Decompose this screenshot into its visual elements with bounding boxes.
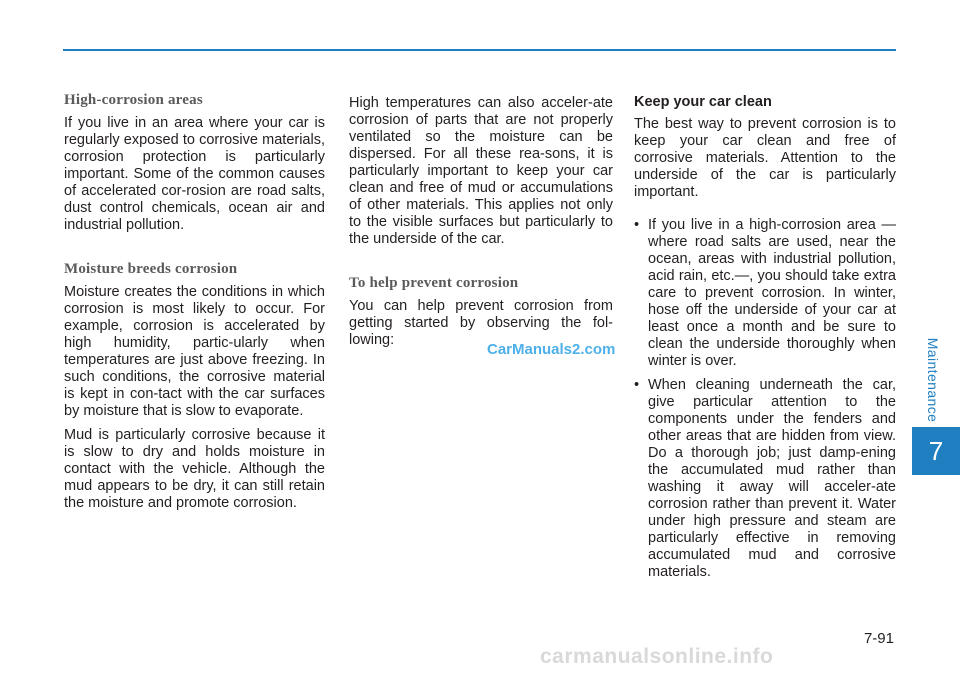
chapter-tab: 7	[912, 427, 960, 475]
header-rule	[63, 49, 896, 51]
list-item-text: When cleaning underneath the car, give particular attention to the components under the fenders and other areas that are hidden from view. Do a thorough job; just damp-ening the accumulated mud rather than washing it away will acceler-ate corrosion rather than prevent it. Water under high pressure and steam are particularly effective in removing accumulated mud and corrosive materials.	[648, 377, 896, 580]
heading-high-corrosion-areas: High-corrosion areas	[64, 92, 203, 108]
heading-keep-car-clean: Keep your car clean	[634, 94, 772, 110]
paragraph-moisture-1: Moisture creates the conditions in which corrosion is most likely to occur. For example, corrosion is accelerated by high humidity, partic-ularly when temperatures are just above freezing. In such conditions, the corrosive material is kept in con-tact with the car surfaces by moisture that is slow to evaporate.	[64, 284, 325, 419]
paragraph-high-corrosion-areas: If you live in an area where your car is regularly exposed to corrosive materials, corrosion protection is particularly important. Some of the common causes of accelerated cor-rosion are road salts, dust control chemicals, ocean air and industrial pollution.	[64, 115, 325, 233]
page-number: 7-91	[863, 630, 894, 647]
footer-watermark: carmanualsonline.info	[540, 645, 774, 668]
paragraph-moisture-2: Mud is particularly corrosive because it is slow to dry and holds moisture in contact with the vehicle. Although the mud appears to be dry, it can still retain the moisture and promote corrosion.	[64, 427, 325, 511]
section-side-label-text: Maintenance	[925, 337, 941, 423]
column-2	[349, 95, 613, 349]
heading-moisture-breeds-corrosion: Moisture breeds corrosion	[64, 261, 238, 277]
section-side-label	[918, 337, 948, 423]
list-item: • If you live in a high-corrosion area — where road salts are used, near the ocean, areas with industrial pollution, acid rain, etc.—, you should take extra care to prevent corrosion. In winter, hose off the underside of your car at least once a month and be sure to clean the underside thoroughly when winter is over.	[634, 217, 896, 369]
list-item: • When cleaning underneath the car, give particular attention to the components under the fenders and other areas that are hidden from view. Do a thorough job; just damp-ening the accumulated mud rather than washing it away will acceler-ate corrosion rather than prevent it. Water under high pressure and steam are particularly effective in removing accumulated mud and corrosive materials.	[634, 377, 896, 580]
paragraph-high-temperatures: High temperatures can also acceler-ate corrosion of parts that are not properly ventilated so the moisture can be dispersed. For all these rea-sons, it is particularly important to keep your car clean and free of mud or accumulations of other materials. This applies not only to the visible surfaces but particularly to the underside of the car.	[349, 95, 613, 247]
paragraph-keep-car-clean: The best way to prevent corrosion is to keep your car clean and free of corrosive materials. Attention to the underside of the car is particularly important.	[634, 116, 896, 200]
heading-help-prevent-corrosion: To help prevent corrosion	[349, 275, 519, 291]
column-1	[64, 92, 325, 512]
watermark-carmanuals2: CarManuals2.com	[487, 341, 616, 358]
paragraph-help-prevent: You can help prevent corrosion from getting started by observing the fol-lowing:	[349, 298, 613, 348]
column-3	[634, 94, 896, 588]
list-item-text: If you live in a high-corrosion area — where road salts are used, near the ocean, areas with industrial pollution, acid rain, etc.—, you should take extra care to prevent corrosion. In winter, hose off the underside of your car at least once a month and be sure to clean the underside thoroughly when winter is over.	[648, 217, 896, 369]
bullet-list	[634, 217, 896, 581]
